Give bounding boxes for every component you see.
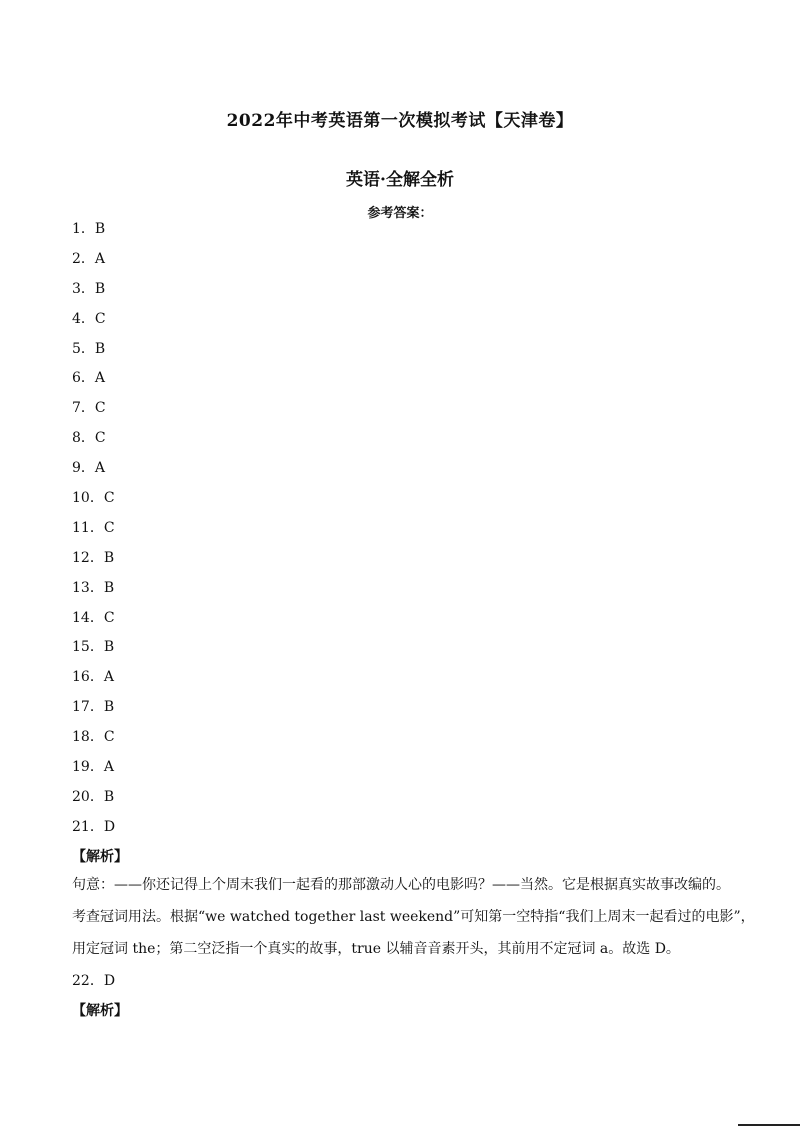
answer-item: 6．A bbox=[72, 370, 106, 387]
page-footer-rule bbox=[738, 1124, 800, 1126]
answer-item: 4．C bbox=[72, 310, 106, 327]
document-subtitle: 英语·全解全析 bbox=[346, 170, 454, 190]
answer-item: 14．C bbox=[72, 609, 115, 626]
answer-item: 9．A bbox=[72, 460, 106, 477]
answer-item: 8．C bbox=[72, 430, 106, 447]
answer-item: 3．B bbox=[72, 280, 106, 297]
analysis-sentence-meaning: 句意：——你还记得上个周末我们一起看的那部激动人心的电影吗？——当然。它是根据真实故事改编的。 bbox=[72, 876, 730, 893]
answer-item: 21．D bbox=[72, 818, 116, 835]
answer-item: 5．B bbox=[72, 340, 106, 357]
answer-item: 12．B bbox=[72, 549, 115, 566]
analysis-explanation-line: 考查冠词用法。根据“we watched together last weekend”可知第一空特指“我们上周末一起看过的电影”， bbox=[72, 908, 755, 925]
answer-item: 17．B bbox=[72, 699, 115, 716]
answer-item: 15．B bbox=[72, 639, 115, 656]
answer-item: 18．C bbox=[72, 729, 115, 746]
answer-item: 11．C bbox=[72, 519, 115, 536]
analysis-heading: 【解析】 bbox=[72, 848, 128, 865]
answer-list bbox=[72, 218, 755, 1028]
answer-item: 1．B bbox=[72, 221, 106, 237]
analysis-explanation-line: 用定冠词 the；第二空泛指一个真实的故事，true 以辅音音素开头，其前用不定冠词 a。故选 D。 bbox=[72, 940, 680, 957]
analysis-heading: 【解析】 bbox=[72, 1002, 128, 1019]
answer-item: 13．B bbox=[72, 579, 115, 596]
answer-item: 22．D bbox=[72, 972, 116, 989]
answer-item: 10．C bbox=[72, 490, 115, 507]
answer-item: 7．C bbox=[72, 400, 106, 417]
document-title: 2022年中考英语第一次模拟考试【天津卷】 bbox=[226, 111, 574, 131]
answer-item: 19．A bbox=[72, 759, 114, 776]
answer-item: 20．B bbox=[72, 788, 115, 805]
answers-label: 参考答案： bbox=[367, 206, 433, 221]
answer-item: 2．A bbox=[72, 250, 106, 267]
answer-item: 16．A bbox=[72, 669, 114, 686]
